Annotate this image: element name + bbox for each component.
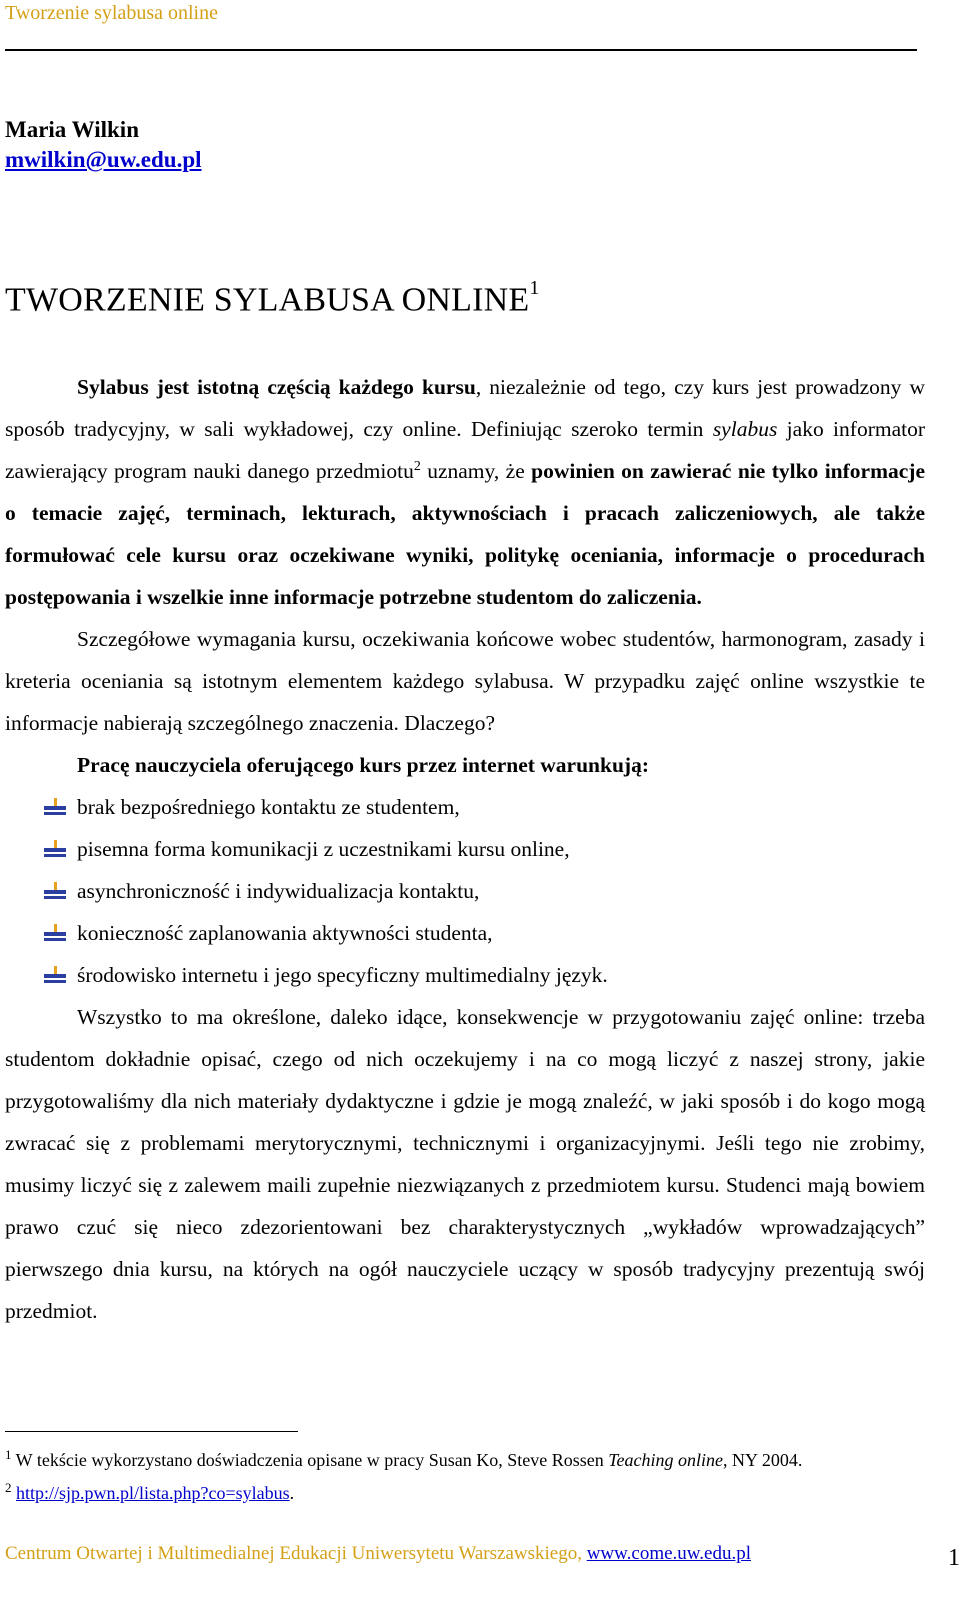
para1-bold-tail: powinien on zawierać nie tylko informacje o temacie zajęć, terminach, lekturach, aktywnościach i pracach zaliczeniowych, ale także formułować cele kursu oraz oczekiwane wyniki, politykę oceniania, informacje o procedurach postępowania i wszelkie inne informacje potrzebne studentom do zaliczenia.: [5, 459, 925, 609]
footnote-2-number: 2: [5, 1480, 12, 1495]
arrow-bullet-icon: [43, 965, 67, 987]
bullet-text: asynchroniczność i indywidualizacja kontaktu,: [77, 879, 480, 903]
page-number: 1: [948, 1545, 960, 1571]
footnote-1-text-a: W tekście wykorzystano doświadczenia opisane w pracy Susan Ko, Steve Rossen: [11, 1450, 609, 1470]
arrow-bullet-icon: [43, 839, 67, 861]
footnote-1-italic: Teaching online: [608, 1450, 724, 1470]
footnote-rule: [5, 1431, 298, 1432]
footer-institution: Centrum Otwartej i Multimedialnej Edukacji Uniwersytetu Warszawskiego: [5, 1543, 578, 1564]
body-text: [5, 366, 925, 1332]
document-title: [5, 272, 540, 320]
arrow-bullet-icon: [43, 797, 67, 819]
footer-website-link[interactable]: www.come.uw.edu.pl: [586, 1543, 751, 1564]
list-item: [5, 870, 925, 912]
list-item: [5, 912, 925, 954]
list-item: [5, 786, 925, 828]
para1-bold-lead: Sylabus jest istotną częścią każdego kursu: [77, 375, 476, 399]
bullet-list: [5, 786, 925, 996]
bullet-text: konieczność zaplanowania aktywności studenta,: [77, 921, 493, 945]
para1-text-a: , niezależnie od tego, czy kurs jest prowadzony w sposób tradycyjny, w sali wykładowej, czy online. Definiując szeroko termin: [5, 375, 925, 441]
footer-separator: ,: [577, 1543, 587, 1564]
bullet-text: środowisko internetu i jego specyficzny multimedialny język.: [77, 963, 608, 987]
list-item: [5, 828, 925, 870]
arrow-bullet-icon: [43, 881, 67, 903]
author-block: [5, 115, 202, 175]
footnote-ref-2[interactable]: 2: [413, 458, 421, 474]
bullet-text: pisemna forma komunikacji z uczestnikami kursu online,: [77, 837, 570, 861]
page-footer: [5, 1543, 925, 1565]
paragraph-1: [5, 366, 925, 618]
para1-italic-term: sylabus: [712, 417, 778, 441]
author-email-link[interactable]: mwilkin@uw.edu.pl: [5, 147, 202, 172]
footnotes: [5, 1441, 925, 1507]
paragraph-4: Wszystko to ma określone, daleko idące, konsekwencje w przygotowaniu zajęć online: trzeba studentom dokładnie opisać, czego od nich oczekujemy i na co mogą liczyć z naszej strony, jakie przygotowaliśmy dla nich materiały dydaktyczne i gdzie je mogą znaleźć, w jaki sposób i do kogo mogą zwracać się z problemami merytorycznymi, technicznymi i organizacyjnymi. Jeśli tego nie zrobimy, musimy liczyć się z zalewem maili zupełnie niezwiązanych z przedmiotem kursu. Studenci mają bowiem prawo czuć się nieco zdezorientowani bez charakterystycznych „wykładów wprowadzających” pierwszego dnia kursu, na których na ogół nauczyciele uczący w sposób tradycyjny prezentują swój przedmiot.: [5, 1005, 925, 1323]
footnote-2: [5, 1474, 925, 1507]
para1-text-c: uznamy, że: [420, 459, 532, 483]
header-rule: [5, 49, 917, 51]
bullet-text: brak bezpośredniego kontaktu ze studentem,: [77, 795, 460, 819]
arrow-bullet-icon: [43, 923, 67, 945]
paragraph-3: Pracę nauczyciela oferującego kurs przez internet warunkują:: [77, 753, 649, 777]
footnote-1-text-b: , NY 2004.: [723, 1450, 803, 1470]
footnote-2-link[interactable]: http://sjp.pwn.pl/lista.php?co=sylabus: [16, 1483, 290, 1503]
footnote-1: [5, 1441, 925, 1474]
footnote-ref-1[interactable]: 1: [529, 277, 540, 299]
paragraph-2: Szczegółowe wymagania kursu, oczekiwania końcowe wobec studentów, harmonogram, zasady i kreteria oceniania są istotnym elementem każdego sylabusa. W przypadku zajęć online wszystkie te informacje nabierają szczególnego znaczenia. Dlaczego?: [5, 627, 925, 735]
para1-text-b: jako informator zawierający program nauki danego przedmiotu: [5, 417, 925, 483]
document-title-text: TWORZENIE SYLABUSA ONLINE: [5, 281, 530, 319]
footnote-2-tail: .: [289, 1483, 295, 1503]
author-name: Maria Wilkin: [5, 117, 139, 142]
footnote-1-number: 1: [5, 1447, 12, 1462]
list-item: [5, 954, 925, 996]
running-header: Tworzenie sylabusa online: [5, 2, 218, 24]
